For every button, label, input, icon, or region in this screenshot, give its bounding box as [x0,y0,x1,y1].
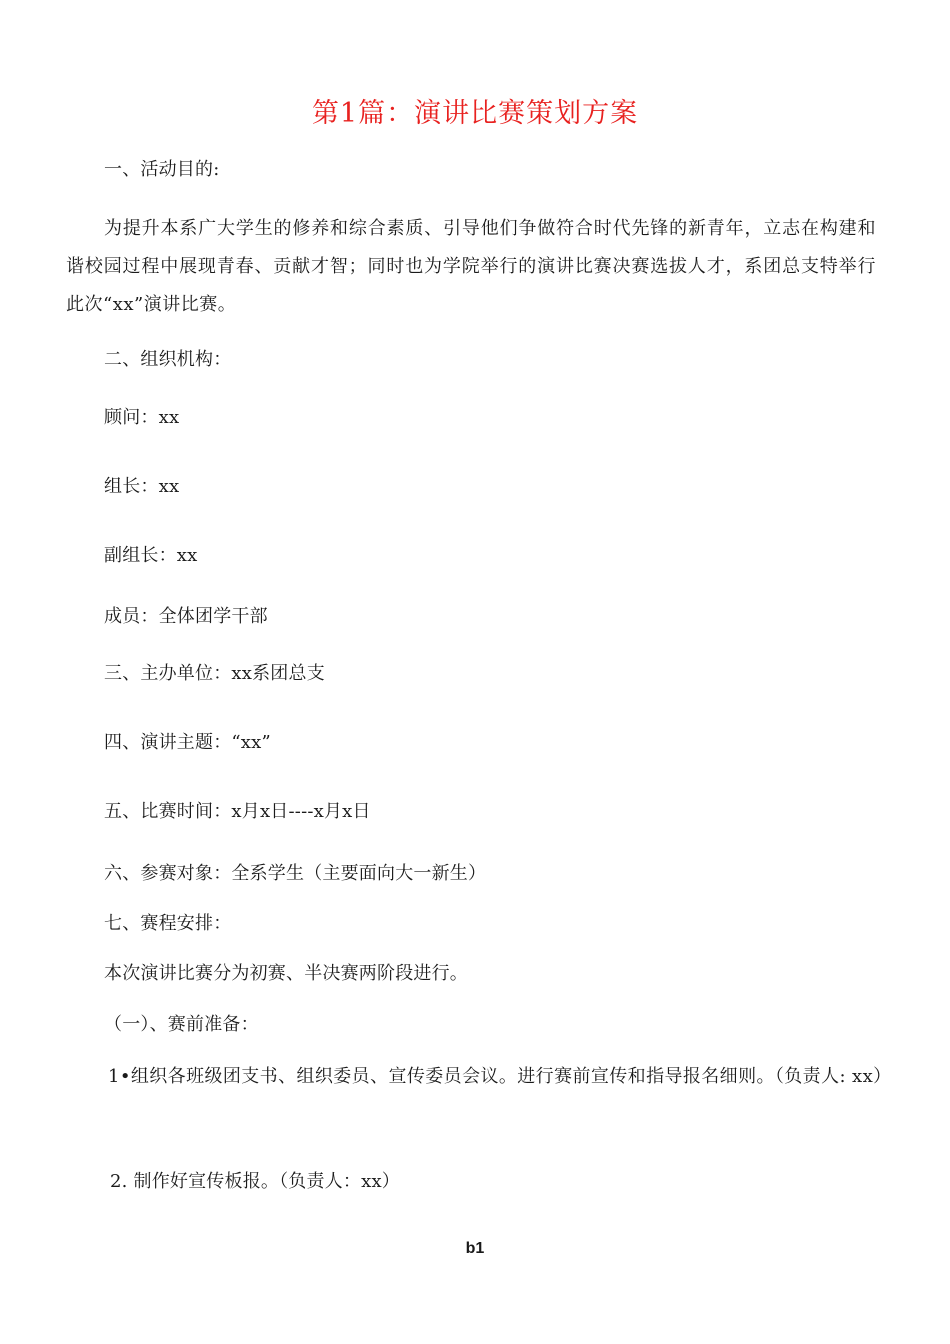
prep-heading: （一）、赛前准备： [104,1014,259,1035]
deputy-leader-line: 副组长：xx [104,545,198,566]
leader-line: 组长：xx [104,476,180,497]
document-title: 第1篇：演讲比赛策划方案 [311,98,639,129]
prep-item-1: 1•组织各班级团支书、组织委员、宣传委员会议。进行赛前宣传和指导报名细则。（负责人: xx） [108,1066,892,1087]
participants-line: 六、参赛对象：全系学生（主要面向大一新生） [104,863,487,884]
page-number: b1 [465,1240,485,1257]
purpose-heading: 一、活动目的: [104,159,220,180]
purpose-paragraph: 为提升本系广大学生的修养和综合素质、引导他们争做符合时代先锋的新青年，立志在构建和谐校园过程中展现青春、贡献才智；同时也为学院举行的演讲比赛决赛选拔人才，系团总支特举行此次“xx”演讲比赛。 [66,218,876,315]
members-line: 成员：全体团学干部 [104,606,268,627]
schedule-heading: 七、赛程安排： [104,913,232,934]
org-heading: 二、组织机构： [104,349,232,370]
theme-line: 四、演讲主题：“xx” [104,732,271,753]
host-unit-line: 三、主办单位：xx系团总支 [104,663,325,684]
prep-item-2: 2. 制作好宣传板报。（负责人：xx） [110,1171,400,1192]
schedule-intro: 本次演讲比赛分为初赛、半决赛两阶段进行。 [104,963,468,984]
competition-time-line: 五、比赛时间：x月x日----x月x日 [104,801,371,822]
advisor-line: 顾问：xx [104,407,180,428]
